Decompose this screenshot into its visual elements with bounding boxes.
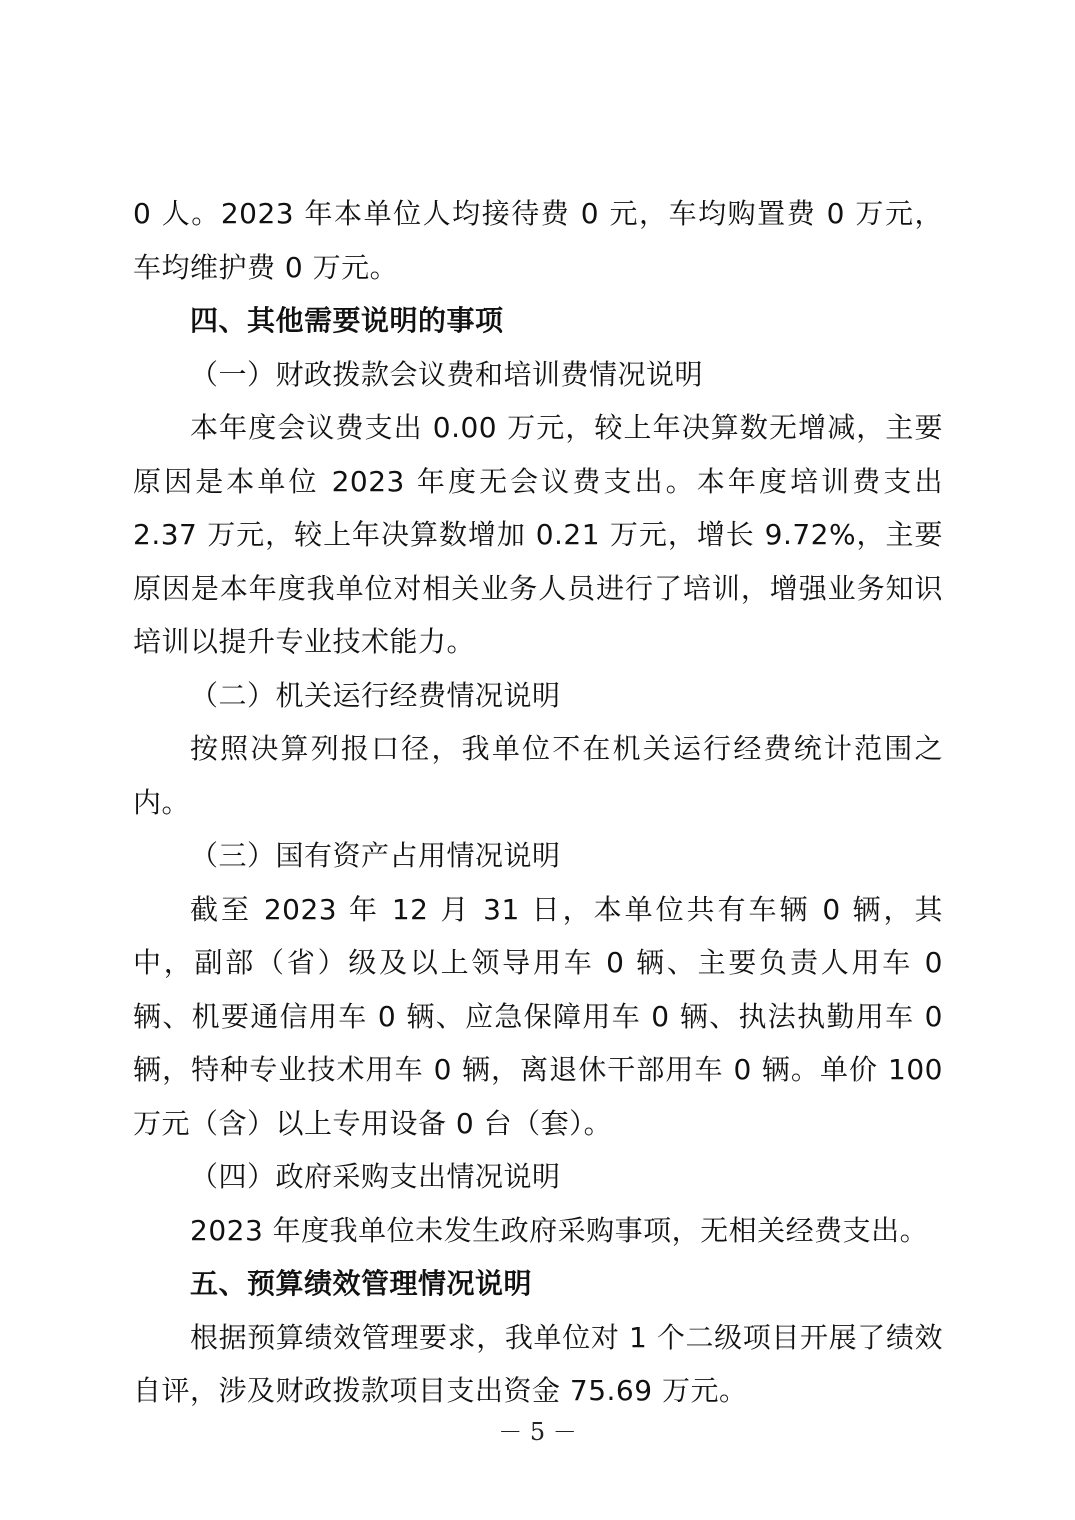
paragraph-procurement: 2023 年度我单位未发生政府采购事项，无相关经费支出。: [190, 1213, 929, 1247]
paragraph-meeting-training-fees: 本年度会议费支出 0.00 万元，较上年决算数无增减，主要原因是本单位 2023 年度无会议费支出。本年度培训费支出 2.37 万元，较上年决算数增加 0.21 万元，增长 9.72%，主要原因是本年度我单位对相关业务人员进行了培训，增强业务知识培训以提升专业技术能力。: [133, 411, 943, 658]
subsection-heading-3: （三）国有资产占用情况说明: [190, 839, 561, 872]
section-heading-4: 四、其他需要说明的事项: [190, 304, 504, 337]
subsection-heading-4: （四）政府采购支出情况说明: [190, 1160, 561, 1193]
paragraph-state-assets: 截至 2023 年 12 月 31 日，本单位共有车辆 0 辆，其中，副部（省）级及以上领导用车 0 辆、主要负责人用车 0 辆、机要通信用车 0 辆、应急保障用车 0 辆、执法执勤用车 0 辆，特种专业技术用车 0 辆，离退休干部用车 0 辆。单价 100 万元（含）以上专用设备 0 台（套）。: [133, 892, 943, 1140]
subsection-heading-2: （二）机关运行经费情况说明: [190, 678, 561, 712]
section-heading-5: 五、预算绩效管理情况说明: [190, 1267, 533, 1300]
document-body: [133, 187, 943, 1418]
page-number: － 5 －: [498, 1418, 577, 1446]
paragraph-continued: 0 人。2023 年本单位人均接待费 0 元，车均购置费 0 万元，车均维护费 0 万元。: [133, 197, 943, 284]
paragraph-performance-management: 根据预算绩效管理要求，我单位对 1 个二级项目开展了绩效自评，涉及财政拨款项目支出资金 75.69 万元。: [133, 1320, 943, 1407]
subsection-heading-1: （一）财政拨款会议费和培训费情况说明: [190, 357, 704, 391]
paragraph-operating-expenses: 按照决算列报口径，我单位不在机关运行经费统计范围之内。: [133, 732, 943, 819]
